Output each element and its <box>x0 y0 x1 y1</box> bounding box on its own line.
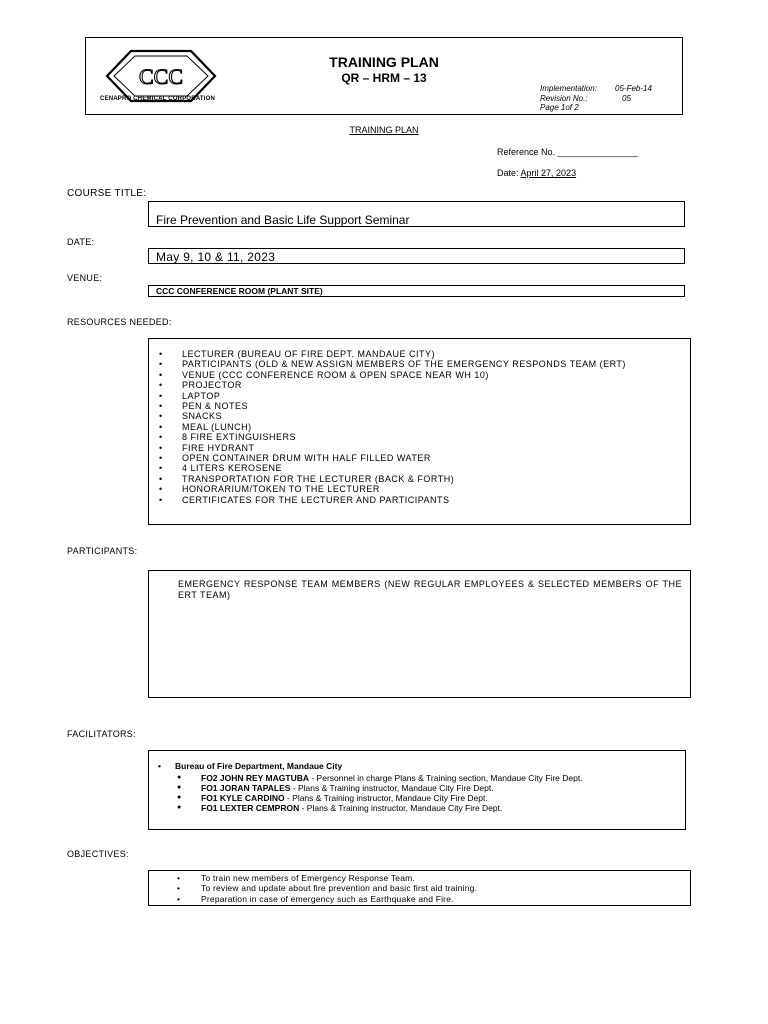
facilitator-org-name: Bureau of Fire Department, Mandaue City <box>175 761 343 771</box>
date-value: May 9, 10 & 11, 2023 <box>156 250 276 264</box>
course-title-box <box>148 201 685 227</box>
list-item: • FIRE HYDRANT <box>157 443 682 453</box>
revision-row <box>540 94 631 103</box>
company-name: CENAPRO CHEMICAL CORPORATION <box>100 96 216 102</box>
list-item: • SNACKS <box>157 411 682 421</box>
facilitator-role: - Plans & Training instructor, Mandaue City Fire Dept. <box>290 783 494 793</box>
implementation-label: Implementation: <box>540 84 597 93</box>
list-item: • PEN & NOTES <box>157 401 682 411</box>
facilitator-role: - Personnel in charge Plans & Training section, Mandaue City Fire Dept. <box>309 773 583 783</box>
list-item: • MEAL (LUNCH) <box>157 422 682 432</box>
course-title-value: Fire Prevention and Basic Life Support Seminar <box>156 213 410 227</box>
reference-label: Reference No. <box>497 147 556 157</box>
objectives-label: OBJECTIVES: <box>67 849 129 859</box>
facilitators-list <box>173 773 673 813</box>
form-date-row <box>497 168 576 178</box>
page-number: Page 1of 2 <box>540 103 579 112</box>
date-label: DATE: <box>67 237 95 247</box>
document-code: QR – HRM – 13 <box>341 71 427 85</box>
form-date-value: April 27, 2023 <box>520 168 577 178</box>
facilitator-name: FO1 LEXTER CEMPRON <box>201 803 300 813</box>
facilitator-org <box>161 761 342 771</box>
form-subtitle: TRAINING PLAN <box>349 125 419 135</box>
implementation-value: 05-Feb-14 <box>615 84 652 93</box>
list-item: • Preparation in case of emergency such as Earthquake and Fire. <box>177 894 677 904</box>
implementation-row <box>540 84 652 93</box>
list-item: • HONORARIUM/TOKEN TO THE LECTURER <box>157 484 682 494</box>
list-item: • VENUE (CCC CONFERENCE ROOM & OPEN SPACE NEAR WH 10) <box>157 370 682 380</box>
list-item <box>173 773 673 783</box>
facilitator-role: - Plans & Training instructor, Mandaue City Fire Dept. <box>284 793 488 803</box>
list-item <box>173 803 673 813</box>
list-item: • PARTICIPANTS (OLD & NEW ASSIGN MEMBERS OF THE EMERGENCY RESPONDS TEAM (ERT) <box>157 359 682 369</box>
list-item: • PROJECTOR <box>157 380 682 390</box>
list-item: • LAPTOP <box>157 391 682 401</box>
participants-label: PARTICIPANTS: <box>67 546 138 556</box>
resources-box <box>148 338 691 525</box>
objectives-list <box>177 873 677 904</box>
course-title-label: COURSE TITLE: <box>67 188 147 199</box>
list-item: • LECTURER (BUREAU OF FIRE DEPT. MANDAUE CITY) <box>157 349 682 359</box>
list-item <box>173 783 673 793</box>
facilitator-name: FO2 JOHN REY MAGTUBA <box>201 773 309 783</box>
date-box <box>148 248 685 264</box>
list-item: • TRANSPORTATION FOR THE LECTURER (BACK & FORTH) <box>157 474 682 484</box>
list-item: • OPEN CONTAINER DRUM WITH HALF FILLED WATER <box>157 453 682 463</box>
list-item: • 4 LITERS KEROSENE <box>157 463 682 473</box>
document-title: TRAINING PLAN <box>329 54 439 70</box>
revision-label: Revision No.: <box>540 94 588 103</box>
venue-label: VENUE: <box>67 273 103 283</box>
facilitators-label: FACILITATORS: <box>67 729 136 739</box>
list-item <box>173 793 673 803</box>
list-item: • CERTIFICATES FOR THE LECTURER AND PARTICIPANTS <box>157 495 682 505</box>
facilitator-name: FO1 JORAN TAPALES <box>201 783 291 793</box>
revision-value: 05 <box>622 94 631 103</box>
list-item: • To review and update about fire prevention and basic first aid training. <box>177 883 677 893</box>
reference-value: ________________ <box>557 147 638 157</box>
resources-label: RESOURCES NEEDED: <box>67 317 172 327</box>
venue-value: CCC CONFERENCE ROOM (PLANT SITE) <box>156 286 323 296</box>
resources-list <box>157 349 682 505</box>
facilitators-box <box>148 750 686 830</box>
objectives-box <box>148 870 691 906</box>
form-date-label: Date: <box>497 168 519 178</box>
list-item: • To train new members of Emergency Response Team. <box>177 873 677 883</box>
participants-value: EMERGENCY RESPONSE TEAM MEMBERS (NEW REGULAR EMPLOYEES & SELECTED MEMBERS OF THE ERT TEAM) <box>178 579 682 600</box>
reference-row <box>497 147 638 157</box>
facilitator-name: FO1 KYLE CARDINO <box>201 793 285 803</box>
logo-text: CCC <box>138 64 184 89</box>
venue-box <box>148 285 685 297</box>
participants-box <box>148 570 691 698</box>
list-item: • 8 FIRE EXTINGUISHERS <box>157 432 682 442</box>
facilitator-role: - Plans & Training instructor, Mandaue City Fire Dept. <box>299 803 503 813</box>
